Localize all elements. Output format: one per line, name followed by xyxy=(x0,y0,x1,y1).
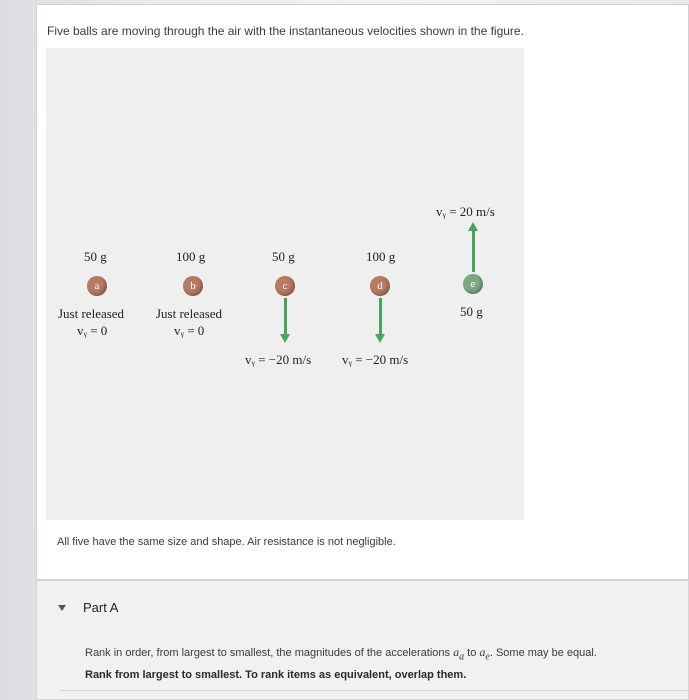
accel-symbol: a xyxy=(479,645,486,659)
ball-b-velocity: vᵧ = 0 xyxy=(174,323,205,338)
accel-to xyxy=(479,645,490,663)
accel-from xyxy=(453,645,465,663)
question-intro: Five balls are moving through the air with the instantaneous velocities shown in the figure. xyxy=(47,24,524,38)
ball-e-arrowhead xyxy=(468,222,478,231)
ball-a-status: Just released xyxy=(58,306,125,321)
question-note: All five have the same size and shape. Air resistance is not negligible. xyxy=(57,536,396,548)
prompt-to: to xyxy=(467,647,477,659)
ball-d: d xyxy=(370,276,390,296)
ball-c: c xyxy=(275,276,295,296)
ball-c-arrowhead xyxy=(280,334,290,343)
divider xyxy=(60,690,689,691)
ball-c-velocity: vᵧ = −20 m/s xyxy=(245,352,312,367)
prompt-end: . Some may be equal. xyxy=(489,647,597,659)
part-a-toggle[interactable] xyxy=(58,600,118,615)
accel-to-subscript: e xyxy=(485,651,490,663)
ball-d-velocity: vᵧ = −20 m/s xyxy=(342,352,409,367)
ball-a: a xyxy=(87,276,107,296)
part-a-prompt xyxy=(85,645,597,662)
ball-e-mass: 50 g xyxy=(460,304,483,319)
ball-d-velocity-arrow xyxy=(379,298,382,334)
ball-a-mass: 50 g xyxy=(84,249,107,264)
part-a-label[interactable]: Part A xyxy=(83,600,119,615)
accel-symbol: a xyxy=(453,645,460,659)
ball-e-velocity: vᵧ = 20 m/s xyxy=(436,204,495,219)
ball-a-velocity: vᵧ = 0 xyxy=(77,323,108,338)
ball-b-status: Just released xyxy=(156,306,223,321)
ball-b-mass: 100 g xyxy=(176,249,206,264)
caret-down-icon[interactable] xyxy=(58,605,66,611)
ball-c-velocity-arrow xyxy=(284,298,287,334)
part-a-card xyxy=(36,580,689,700)
accel-from-subscript: a xyxy=(459,651,465,663)
ball-e-velocity-arrow xyxy=(472,231,475,272)
ball-c-mass: 50 g xyxy=(272,249,295,264)
ball-d-arrowhead xyxy=(375,334,385,343)
ball-e: e xyxy=(463,274,483,294)
prompt-start: Rank in order, from largest to smallest, the magnitudes of the accelerations xyxy=(85,647,451,659)
ball-d-mass: 100 g xyxy=(366,249,396,264)
ball-b: b xyxy=(183,276,203,296)
rank-instruction: Rank from largest to smallest. To rank items as equivalent, overlap them. xyxy=(85,669,467,681)
